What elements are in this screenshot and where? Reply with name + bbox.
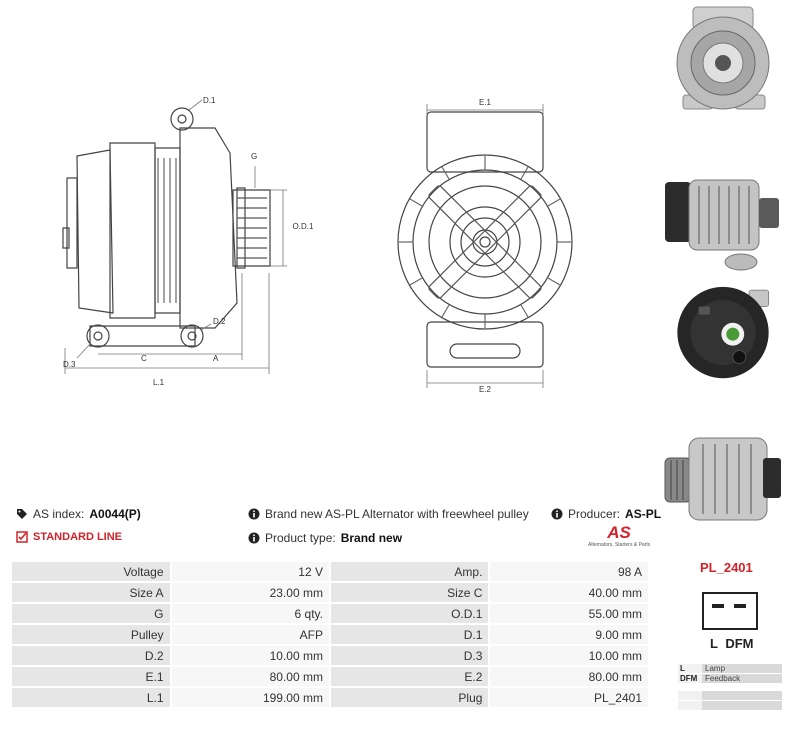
- info-icon: [551, 508, 563, 520]
- product-photo-back: [663, 282, 783, 388]
- spec-row: [12, 667, 648, 686]
- spec-value: PL_2401: [490, 688, 648, 707]
- dim-label: D.3: [63, 360, 76, 369]
- spec-value: 10.00 mm: [172, 646, 329, 665]
- as-pl-logo: [588, 524, 650, 552]
- product-type-label: Product type:: [265, 531, 336, 545]
- spec-value: 40.00 mm: [490, 583, 648, 602]
- spec-label: G: [12, 604, 170, 623]
- spec-row: [12, 562, 648, 581]
- pin-value: Lamp: [702, 664, 782, 673]
- plug-pin: [734, 604, 746, 608]
- dim-label: D.1: [203, 96, 216, 105]
- specs-table: [10, 560, 650, 709]
- spec-value: AFP: [172, 625, 329, 644]
- spec-label: L.1: [12, 688, 170, 707]
- spec-label: Plug: [331, 688, 488, 707]
- spec-row: [12, 625, 648, 644]
- spec-value: 9.00 mm: [490, 625, 648, 644]
- spec-label: Amp.: [331, 562, 488, 581]
- product-type: [248, 531, 402, 545]
- as-index-value: A0044(P): [89, 507, 141, 521]
- info-icon: [248, 508, 260, 520]
- standard-line-label: STANDARD LINE: [33, 531, 123, 543]
- dim-label: E.2: [478, 385, 492, 394]
- pin-row-empty: [678, 691, 782, 700]
- dim-label: A: [213, 354, 219, 363]
- pin-key: DFM: [678, 674, 702, 683]
- checkbox-icon: [16, 531, 28, 543]
- spec-value: 10.00 mm: [490, 646, 648, 665]
- spec-label: Pulley: [12, 625, 170, 644]
- spec-row: [12, 604, 648, 623]
- dim-label: L.1: [153, 378, 165, 387]
- spec-label: O.D.1: [331, 604, 488, 623]
- spec-value: 6 qty.: [172, 604, 329, 623]
- product-photo-pulley: [663, 428, 783, 534]
- tag-icon: [16, 508, 28, 520]
- plug-pin: [712, 604, 724, 608]
- spec-value: 98 A: [490, 562, 648, 581]
- spec-label: E.2: [331, 667, 488, 686]
- description: [248, 507, 529, 521]
- spec-label: E.1: [12, 667, 170, 686]
- dim-label: G: [251, 152, 258, 161]
- spec-label: D.1: [331, 625, 488, 644]
- dim-label: E.1: [478, 98, 492, 107]
- logo-tagline: Alternators, Starters & Parts: [588, 542, 651, 548]
- product-type-value: Brand new: [340, 531, 403, 545]
- pin-value: Feedback: [702, 674, 782, 683]
- product-photo-side: [663, 172, 783, 278]
- spec-value: 55.00 mm: [490, 604, 648, 623]
- producer-label: Producer:: [568, 507, 621, 521]
- side-view-drawing: [55, 88, 315, 388]
- as-index: [16, 507, 141, 521]
- producer-value: AS-PL: [625, 507, 662, 521]
- dim-label: C: [141, 354, 147, 363]
- spec-label: D.2: [12, 646, 170, 665]
- dim-label: O.D.1: [292, 222, 314, 231]
- spec-row: [12, 688, 648, 707]
- spec-value: 199.00 mm: [172, 688, 329, 707]
- spec-row: [12, 583, 648, 602]
- standard-line: [16, 531, 122, 543]
- spec-value: 80.00 mm: [490, 667, 648, 686]
- pin-key: L: [678, 664, 702, 673]
- plug-connector-icon: [702, 592, 758, 630]
- spec-value: 80.00 mm: [172, 667, 329, 686]
- front-view-drawing: [390, 92, 580, 397]
- spec-label: Voltage: [12, 562, 170, 581]
- info-icon: [248, 532, 260, 544]
- spec-row: [12, 646, 648, 665]
- spec-label: D.3: [331, 646, 488, 665]
- dim-label: D.2: [213, 317, 226, 326]
- spec-label: Size A: [12, 583, 170, 602]
- plug-code: PL_2401: [700, 560, 753, 575]
- description-text: Brand new AS-PL Alternator with freewheel pulley: [265, 507, 529, 521]
- spec-value: 23.00 mm: [172, 583, 329, 602]
- pin-row: [678, 664, 782, 673]
- as-index-label: AS index:: [33, 507, 85, 521]
- producer: [551, 507, 661, 521]
- pin-row: [678, 674, 782, 683]
- plug-pin-labels: L DFM: [710, 636, 754, 651]
- product-photo-rear: [663, 5, 783, 111]
- pin-row-empty: [678, 701, 782, 710]
- spec-value: 12 V: [172, 562, 329, 581]
- plug-pin-legend: [678, 664, 782, 711]
- logo-mark: AS: [607, 523, 631, 542]
- spec-label: Size C: [331, 583, 488, 602]
